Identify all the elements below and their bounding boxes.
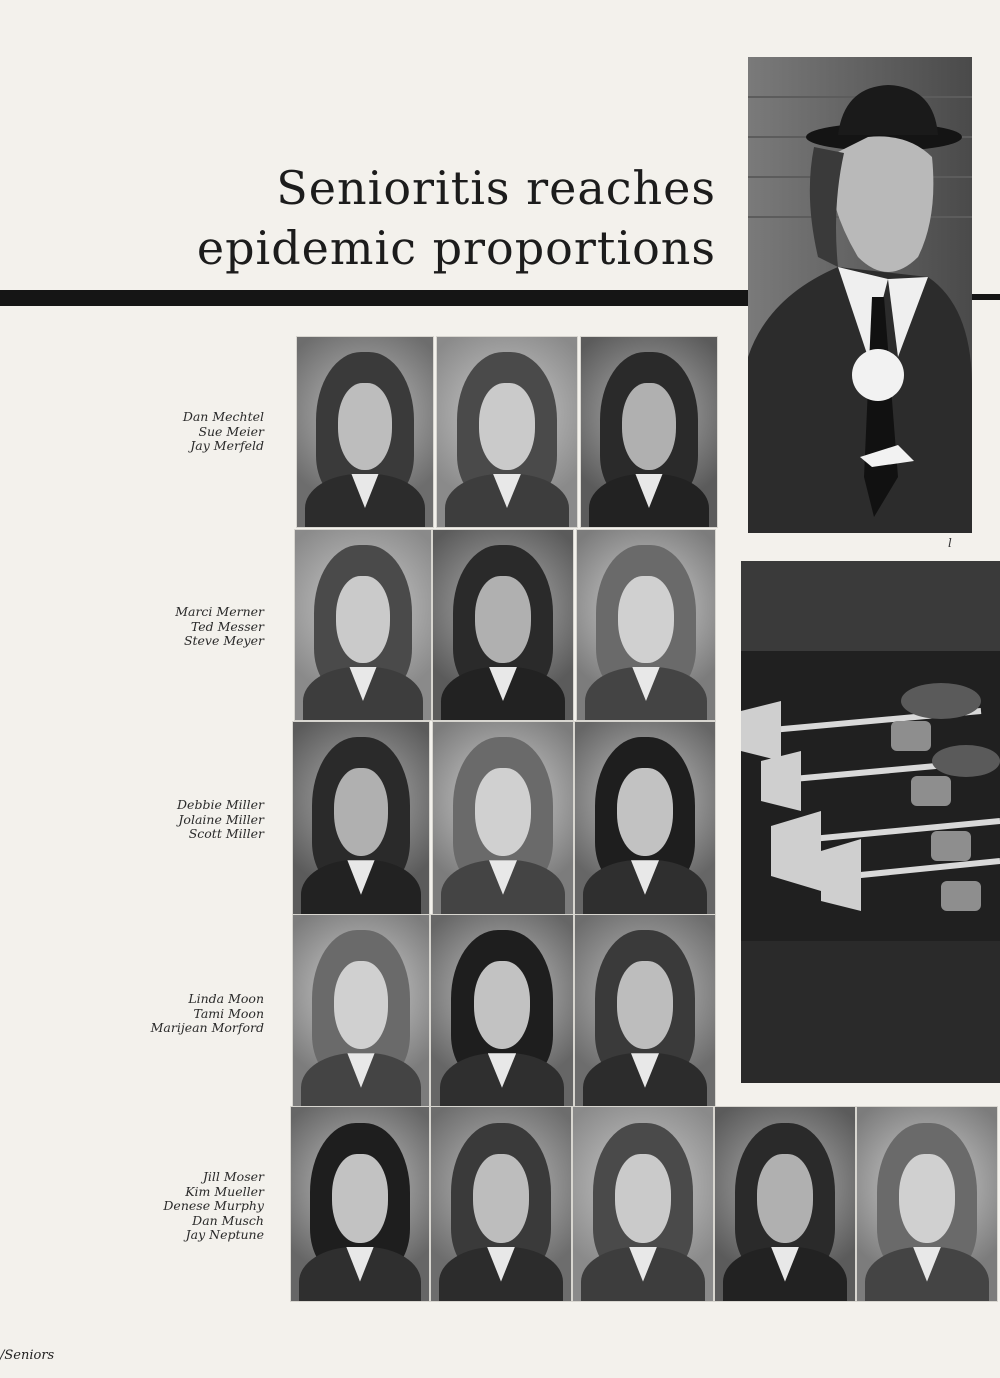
student-name: Jay Merfeld (190, 438, 264, 454)
student-name: Dan Mechtel (182, 409, 264, 424)
student-name: Tami Moon (193, 1005, 264, 1021)
title-rule (0, 290, 748, 306)
student-name: Dan Musch (192, 1212, 264, 1228)
senior-portrait (576, 529, 716, 721)
photo-man-in-bowler-hat (748, 57, 972, 533)
student-name: Jay Neptune (185, 1227, 264, 1243)
student-name: Marci Merner (175, 604, 264, 619)
student-name: Debbie Miller (177, 797, 264, 812)
student-name: Marijean Morford (150, 1020, 264, 1036)
student-name: Linda Moon (188, 991, 264, 1006)
senior-portrait (714, 1106, 856, 1302)
bowler-hat-photo-illustration (748, 57, 972, 533)
senior-portrait (292, 721, 430, 915)
senior-portrait (292, 914, 430, 1108)
names-row-4 (24, 992, 264, 1036)
senior-portrait (432, 721, 574, 915)
page-folio: /Seniors (0, 1348, 55, 1363)
senior-portrait (430, 1106, 572, 1302)
senior-portrait (296, 336, 434, 528)
trumpets-photo-illustration (741, 561, 1000, 1083)
senior-portrait (574, 721, 716, 915)
student-name: Denese Murphy (163, 1198, 264, 1214)
student-name: Kim Mueller (185, 1183, 264, 1199)
senior-portrait (574, 914, 716, 1108)
photo-trumpet-players (741, 561, 1000, 1083)
title-rule-right (972, 294, 1000, 300)
student-name: Jill Moser (202, 1169, 264, 1184)
student-name: Steve Meyer (183, 633, 264, 649)
names-row-5 (24, 1170, 264, 1243)
senior-portrait (432, 529, 574, 721)
student-name: Jolaine Miller (178, 811, 264, 827)
student-name: Ted Messer (190, 618, 264, 634)
student-name: Sue Meier (198, 423, 264, 439)
senior-portrait (572, 1106, 714, 1302)
names-row-2 (24, 605, 264, 649)
names-row-1 (24, 410, 264, 454)
senior-portrait (294, 529, 432, 721)
senior-portrait (856, 1106, 998, 1302)
senior-portrait (290, 1106, 430, 1302)
page-title-line-1: Senioritis reaches (276, 161, 716, 215)
senior-portrait (580, 336, 718, 528)
names-row-3 (24, 798, 264, 842)
senior-portrait (430, 914, 574, 1108)
senior-portrait (436, 336, 578, 528)
photo-credit: l (948, 536, 952, 550)
page-title-line-2: epidemic proportions (196, 221, 716, 275)
student-name: Scott Miller (188, 826, 264, 842)
page-title (197, 158, 716, 278)
